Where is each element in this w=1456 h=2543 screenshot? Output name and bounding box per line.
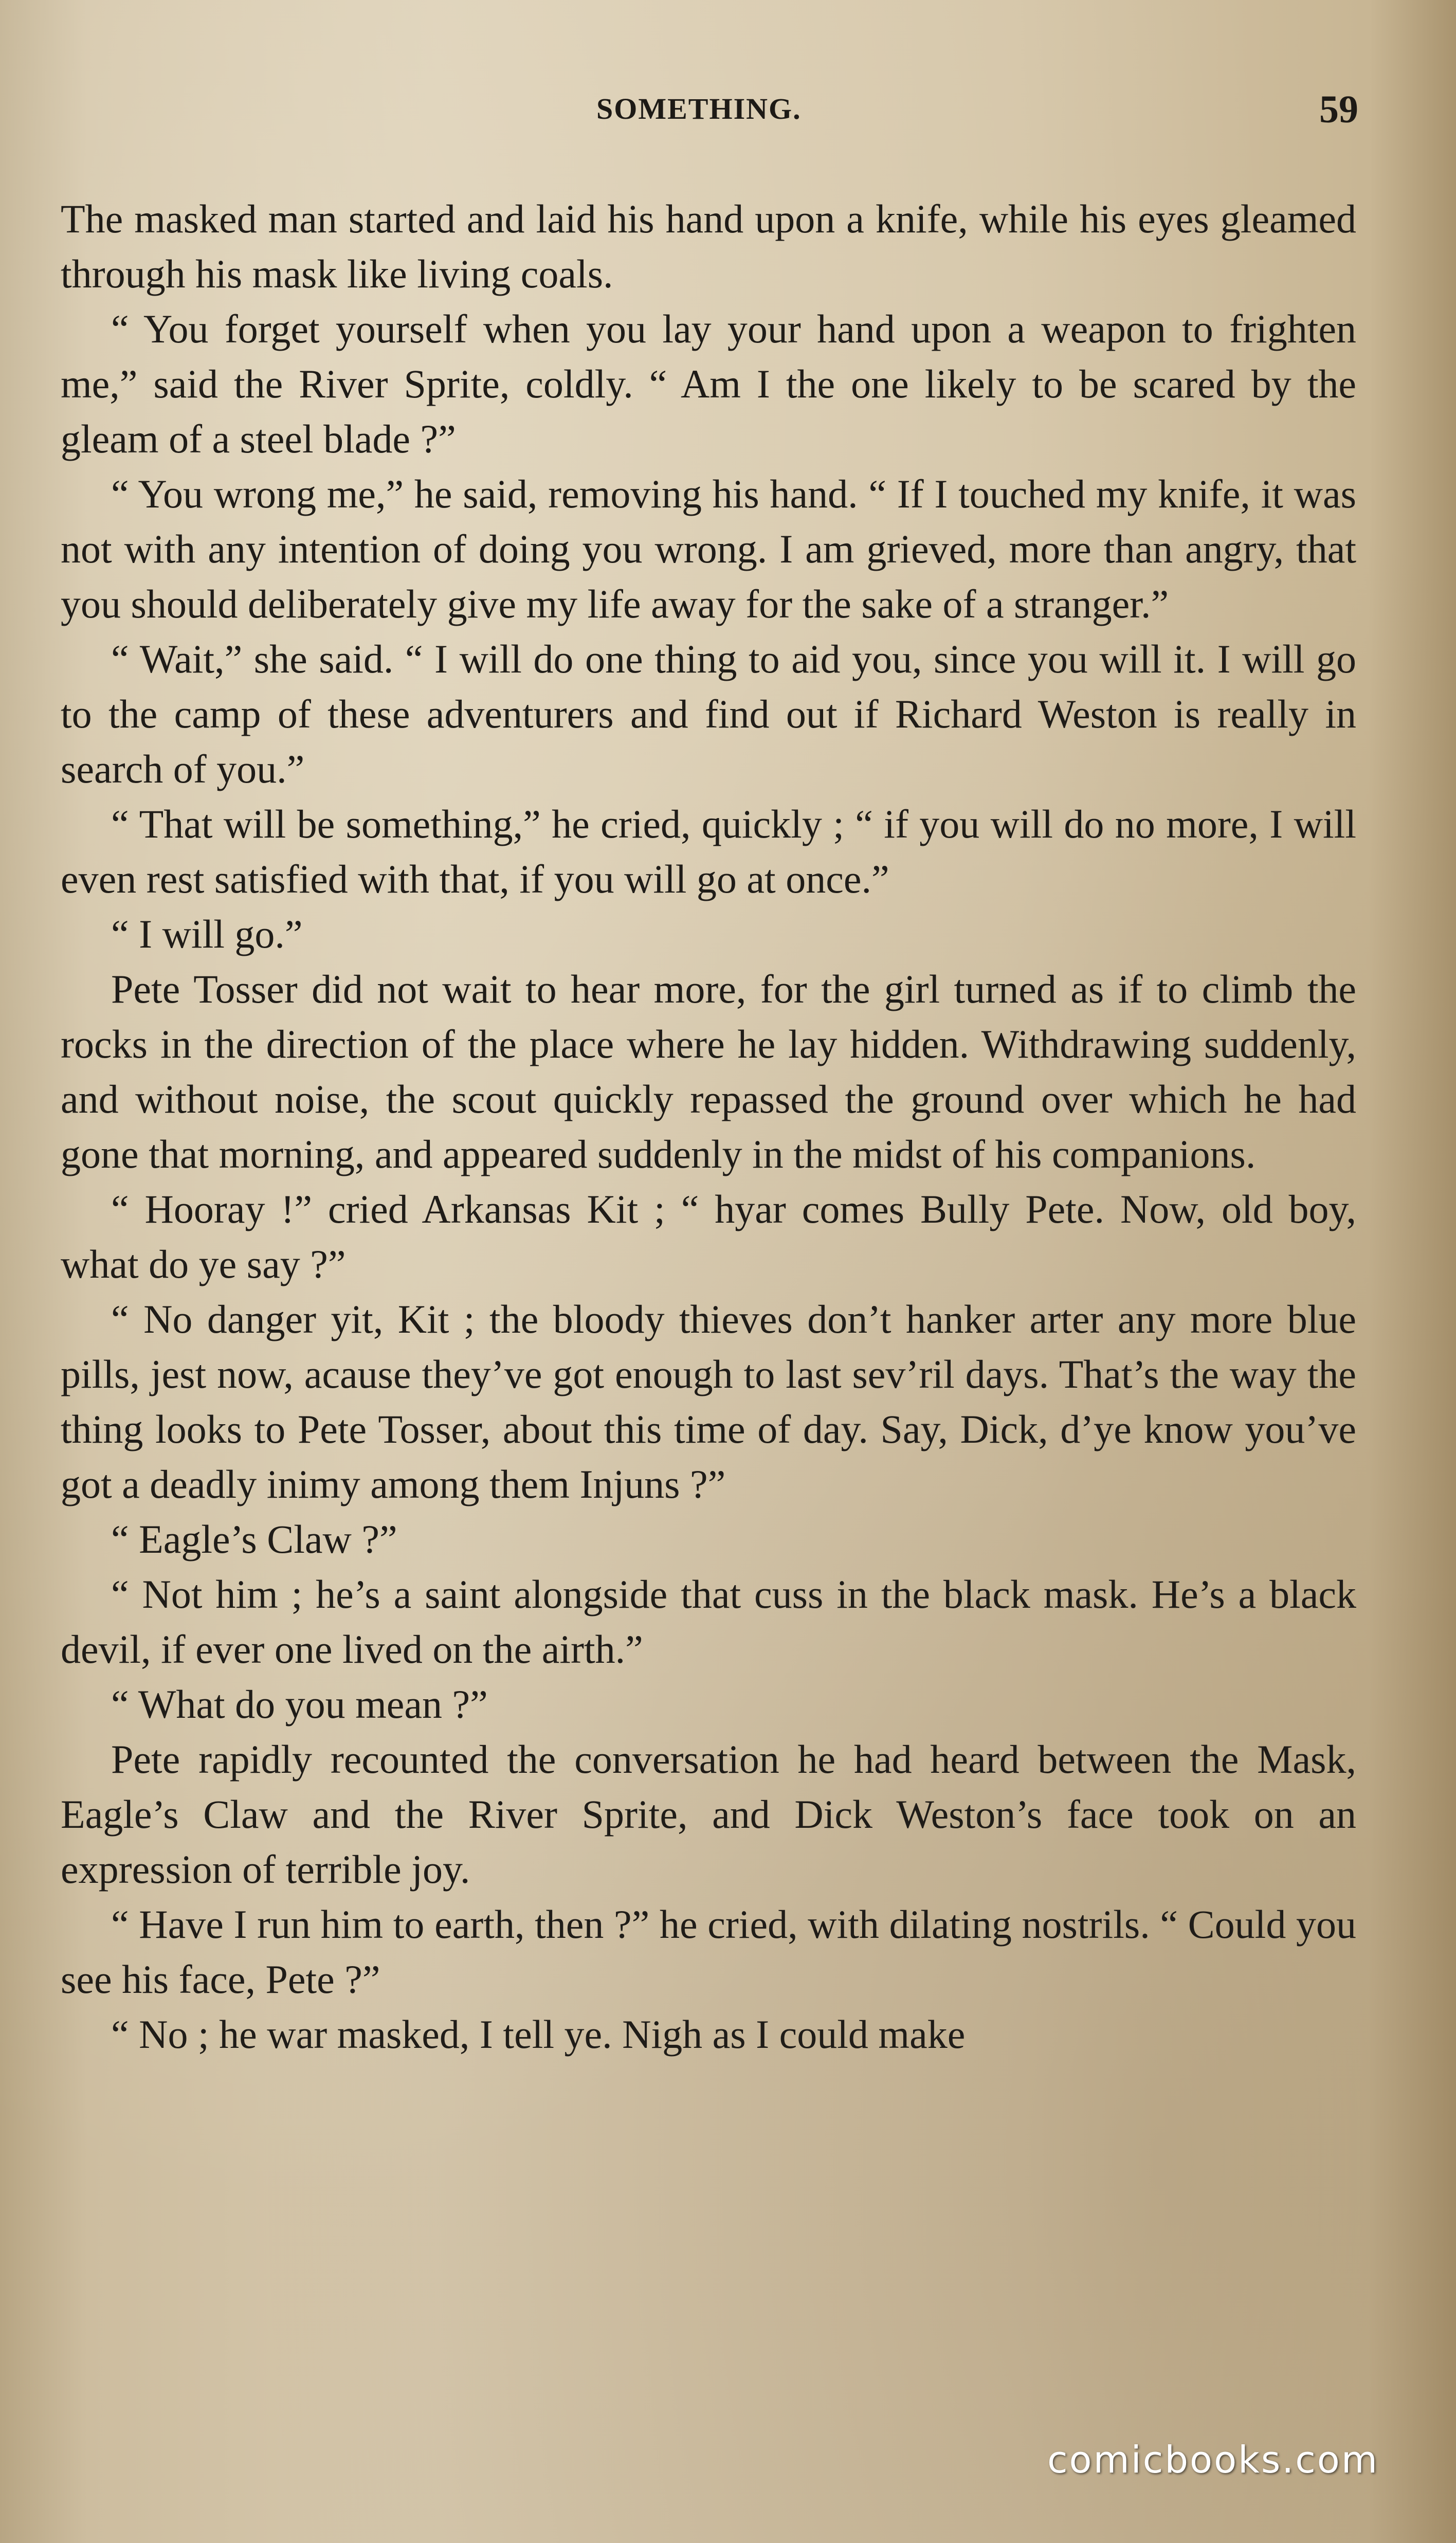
paragraph: “ Have I run him to earth, then ?” he cried, with dilating nostrils. “ Could you see his face, Pete ?” xyxy=(61,1902,1356,2002)
paragraph: “ Hooray !” cried Arkansas Kit ; “ hyar comes Bully Pete. Now, old boy, what do ye say ?” xyxy=(61,1187,1356,1286)
paragraph: “ Wait,” she said. “ I will do one thing to aid you, since you will it. I will go to the camp of these adventurers and find out if Richard Weston is really in search of you.” xyxy=(61,637,1356,791)
paragraph: “ Not him ; he’s a saint alongside that cuss in the black mask. He’s a black devil, if ever one lived on the airth.” xyxy=(61,1572,1356,1672)
paragraph: “ What do you mean ?” xyxy=(111,1682,488,1727)
paragraph: “ Eagle’s Claw ?” xyxy=(111,1517,397,1561)
paragraph: “ No danger yit, Kit ; the bloody thieves don’t hanker arter any more blue pills, jest now, acause they’ve got enough to last sev’ril days. That’s the way the thing looks to Pete Tosser, about this time of day. Say, Dick, d’ye know you’ve got a deadly inimy among them Injuns ?” xyxy=(61,1297,1356,1506)
page-number: 59 xyxy=(1319,88,1358,131)
body-text xyxy=(61,191,1356,2062)
running-head: SOMETHING. xyxy=(596,92,802,125)
paragraph: “ You forget yourself when you lay your hand upon a weapon to frighten me,” said the River Sprite, coldly. “ Am I the one likely to be scared by the gleam of a steel blade ?” xyxy=(61,306,1356,461)
paragraph: “ I will go.” xyxy=(111,912,303,956)
paragraph: “ No ; he war masked, I tell ye. Nigh as I could make xyxy=(111,2012,966,2057)
page-header xyxy=(0,88,1456,133)
paragraph: “ That will be something,” he cried, quickly ; “ if you will do no more, I will even rest satisfied with that, if you will go at once.” xyxy=(61,802,1356,901)
paragraph: Pete rapidly recounted the conversation he had heard between the Mask, Eagle’s Claw and the River Sprite, and Dick Weston’s face took on an expression of terrible joy. xyxy=(61,1737,1356,1892)
watermark: comicbooks.com xyxy=(1047,2438,1379,2481)
paragraph: Pete Tosser did not wait to hear more, for the girl turned as if to climb the rocks in the direction of the place where he lay hidden. Withdrawing suddenly, and without noise, the scout quickly repassed the ground over which he had gone that morning, and appeared suddenly in the midst of his companions. xyxy=(61,967,1356,1176)
paragraph: “ You wrong me,” he said, removing his hand. “ If I touched my knife, it was not with any intention of doing you wrong. I am grieved, more than angry, that you should deliberately give my life away for the sake of a stranger.” xyxy=(61,471,1356,626)
paragraph: The masked man started and laid his hand upon a knife, while his eyes gleamed through his mask like living coals. xyxy=(61,196,1356,296)
